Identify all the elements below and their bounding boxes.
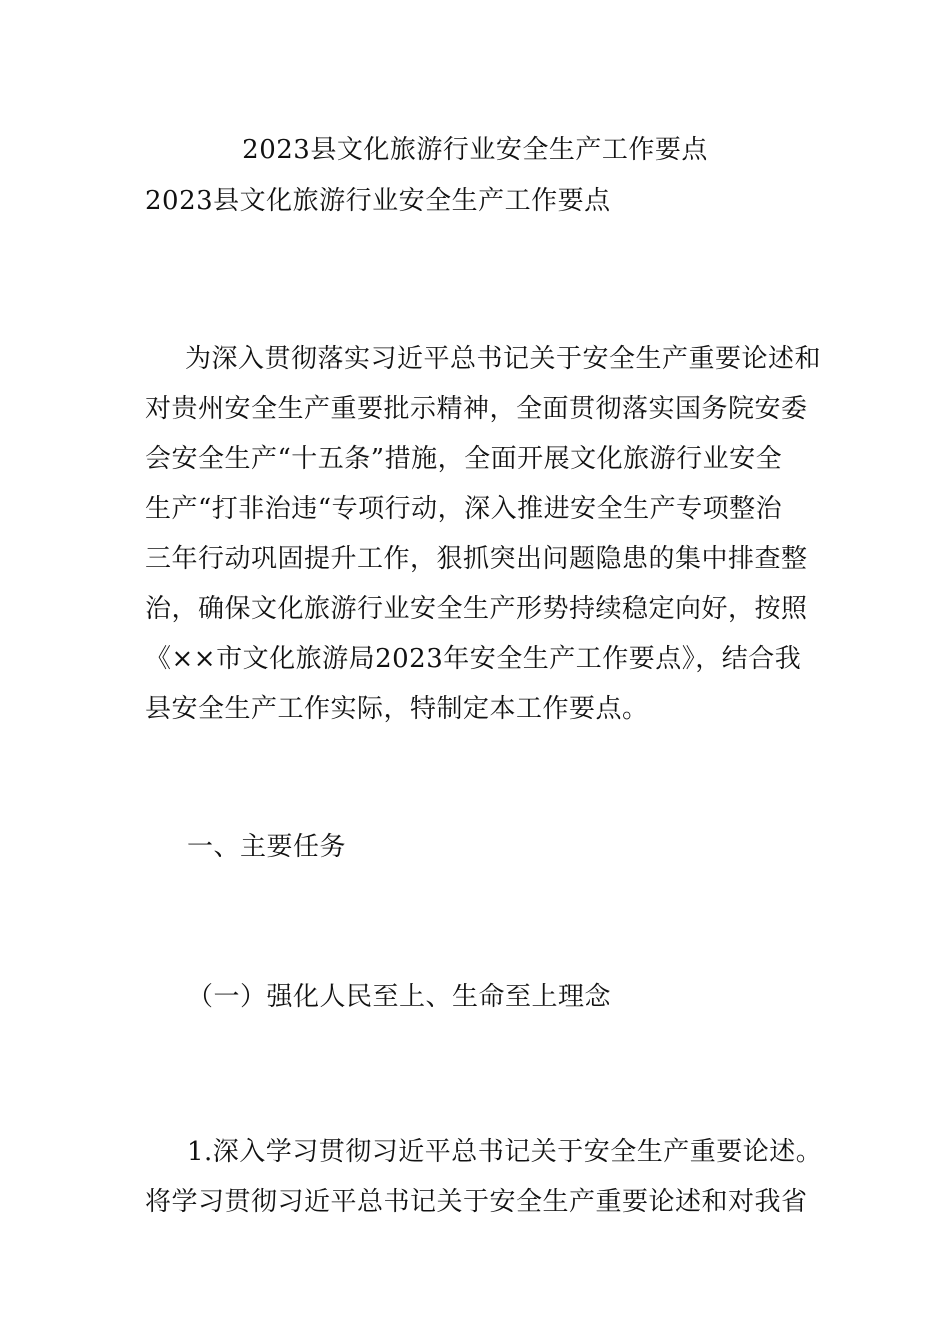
intro-line: 为深入贯彻落实习近平总书记关于安全生产重要论述和 bbox=[185, 344, 822, 374]
intro-line: 治，确保文化旅游行业安全生产形势持续稳定向好，按照 bbox=[145, 594, 808, 624]
item1-line: 将学习贯彻习近平总书记关于安全生产重要论述和对我省 bbox=[145, 1187, 808, 1217]
subsection-heading: （一）强化人民至上、生命至上理念 bbox=[187, 982, 612, 1012]
intro-line: 生产“打非治违“专项行动，深入推进安全生产专项整治 bbox=[145, 494, 783, 524]
document-title-repeated: 2023县文化旅游行业安全生产工作要点 bbox=[145, 186, 611, 216]
document-title-centered: 2023县文化旅游行业安全生产工作要点 bbox=[242, 135, 708, 165]
intro-paragraph bbox=[145, 334, 822, 734]
intro-line: 对贵州安全生产重要批示精神，全面贯彻落实国务院安委 bbox=[145, 394, 808, 424]
intro-line: 县安全生产工作实际，特制定本工作要点。 bbox=[145, 694, 649, 724]
intro-line: 会安全生产“十五条”措施，全面开展文化旅游行业安全 bbox=[145, 444, 783, 474]
item1-paragraph bbox=[145, 1127, 823, 1227]
intro-line: 三年行动巩固提升工作，狠抓突出问题隐患的集中排查整 bbox=[145, 544, 808, 574]
section-heading: 一、主要任务 bbox=[187, 832, 347, 862]
item1-line: 1.深入学习贯彻习近平总书记关于安全生产重要论述。 bbox=[187, 1137, 823, 1167]
intro-line: 《××市文化旅游局2023年安全生产工作要点》，结合我 bbox=[145, 644, 802, 674]
